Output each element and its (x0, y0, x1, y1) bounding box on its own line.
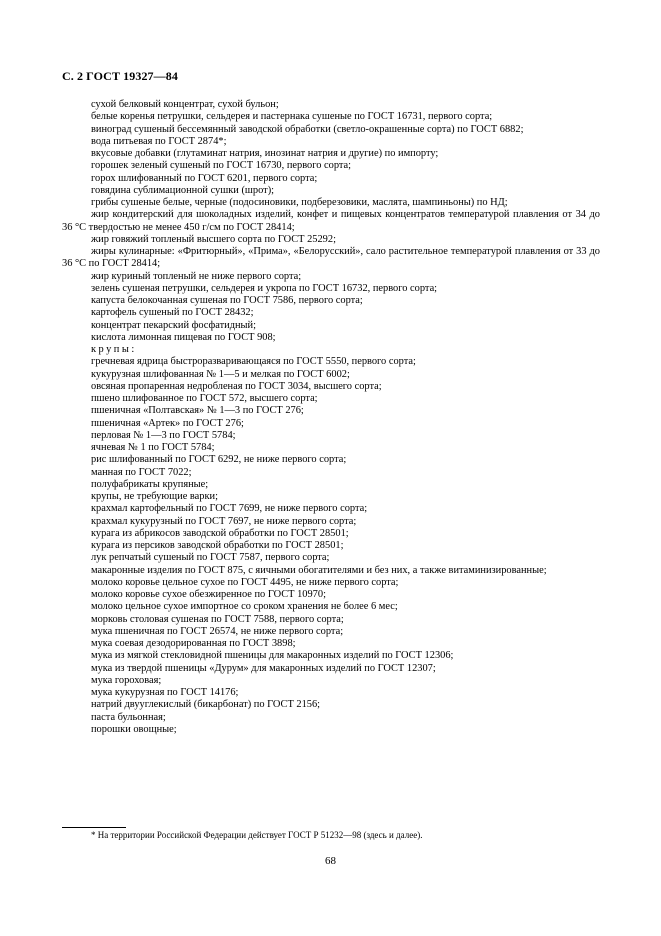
list-item: гречневая ядрица быстроразваривающаяся по ГОСТ 5550, первого сорта; (91, 356, 416, 368)
list-item: зелень сушеная петрушки, сельдерея и укропа по ГОСТ 16732, первого сорта; (91, 282, 438, 294)
list-item: крахмал кукурузный по ГОСТ 7697, не ниже первого сорта; (91, 515, 357, 527)
list-item: молоко коровье сухое обезжиренное по ГОСТ 10970; (91, 589, 326, 600)
list-item: ячневая № 1 по ГОСТ 5784; (91, 442, 215, 453)
list-item: овсяная пропаренная недробленая по ГОСТ 3034, высшего сорта; (91, 380, 382, 392)
list-item: мука из твердой пшеницы «Дурум» для макаронных изделий по ГОСТ 12307; (91, 662, 436, 674)
list-item: мука из мягкой стекловидной пшеницы для макаронных изделий по ГОСТ 12306; (91, 650, 454, 662)
list-item: концентрат пекарский фосфатидный; (91, 319, 256, 331)
list-item: курага из абрикосов заводской обработки по ГОСТ 28501; (91, 527, 349, 539)
list-item: курага из персиков заводской обработки по ГОСТ 28501; (91, 540, 344, 551)
list-item: виноград сушеный бессемянный заводской обработки (светло-окрашенные сорта) по ГОСТ 6882; (91, 123, 524, 135)
list-item: мука пшеничная по ГОСТ 26574, не ниже первого сорта; (91, 625, 344, 637)
document-body (62, 99, 600, 736)
list-item: пшеничная «Артек» по ГОСТ 276; (91, 417, 244, 429)
list-item: грибы сушеные белые, черные (подосиновики, подберезовики, маслята, шампиньоны) по НД; (91, 197, 508, 208)
list-item: мука кукурузная по ГОСТ 14176; (91, 687, 239, 698)
list-item: белые коренья петрушки, сельдерея и пастернака сушеные по ГОСТ 16731, первого сорта; (91, 111, 493, 123)
list-item: перловая № 1—3 по ГОСТ 5784; (91, 429, 236, 441)
list-item: макаронные изделия по ГОСТ 875, с яичными обогатителями и без них, а также витаминизированные; (91, 564, 547, 576)
list-item: молоко цельное сухое импортное со сроком хранения не более 6 мес; (91, 601, 398, 613)
list-item: лук репчатый сушеный по ГОСТ 7587, первого сорта; (91, 552, 330, 564)
list-item: рис шлифованный по ГОСТ 6292, не ниже первого сорта; (91, 454, 347, 466)
list-item: мука гороховая; (91, 674, 162, 686)
list-item: жиры кулинарные: «Фритюрный», «Прима», «Белорусский», сало растительное температурой плавления от 33 до 36 °С по ГОСТ 28414; (62, 246, 600, 270)
list-item: порошки овощные; (91, 723, 177, 735)
page-header: С. 2 ГОСТ 19327—84 (62, 69, 178, 83)
list-item: манная по ГОСТ 7022; (91, 466, 192, 478)
list-item: картофель сушеный по ГОСТ 28432; (91, 307, 254, 319)
list-item: крупы, не требующие варки; (91, 491, 218, 502)
list-item: крупы: (91, 344, 137, 355)
list-item: сухой белковый концентрат, сухой бульон; (91, 99, 279, 110)
list-item: вода питьевая по ГОСТ 2874*; (91, 135, 227, 147)
list-item: говядина сублимационной сушки (шрот); (91, 184, 275, 196)
list-item: молоко коровье цельное сухое по ГОСТ 4495, не ниже первого сорта; (91, 576, 399, 588)
footnote-divider (62, 827, 126, 828)
list-item: натрий двууглекислый (бикарбонат) по ГОСТ 2156; (91, 699, 321, 711)
list-item: вкусовые добавки (глутаминат натрия, инозинат натрия и другие) по импорту; (91, 148, 439, 159)
list-item: полуфабрикаты крупяные; (91, 478, 209, 490)
list-item: кукурузная шлифованная № 1—5 и мелкая по ГОСТ 6002; (91, 368, 350, 380)
list-item: жир куриный топленый не ниже первого сорта; (91, 270, 302, 282)
list-item: пшено шлифованное по ГОСТ 572, высшего сорта; (91, 393, 318, 404)
list-item: жир говяжий топленый высшего сорта по ГОСТ 25292; (91, 233, 336, 245)
list-item: горох шлифованный по ГОСТ 6201, первого сорта; (91, 172, 318, 184)
list-item: паста бульонная; (91, 711, 166, 723)
list-item: жир кондитерский для шоколадных изделий, конфет и пищевых концентратов температурой плавления от 34 до 36 °С твердостью не менее 450 г/см по ГОСТ 28414; (62, 209, 600, 233)
list-item: кислота лимонная пищевая по ГОСТ 908; (91, 331, 276, 343)
list-item: морковь столовая сушеная по ГОСТ 7588, первого сорта; (91, 613, 344, 625)
list-item: пшеничная «Полтавская» № 1—3 по ГОСТ 276; (91, 405, 304, 417)
list-item: горошек зеленый сушеный по ГОСТ 16730, первого сорта; (91, 160, 352, 172)
page-number: 68 (325, 855, 336, 867)
list-item: крахмал картофельный по ГОСТ 7699, не ниже первого сорта; (91, 503, 368, 515)
footnote: * На территории Российской Федерации действует ГОСТ Р 51232—98 (здесь и далее). (91, 830, 423, 840)
list-item: мука соевая дезодорированная по ГОСТ 3898; (91, 638, 296, 649)
list-item: капуста белокочанная сушеная по ГОСТ 7586, первого сорта; (91, 295, 363, 306)
